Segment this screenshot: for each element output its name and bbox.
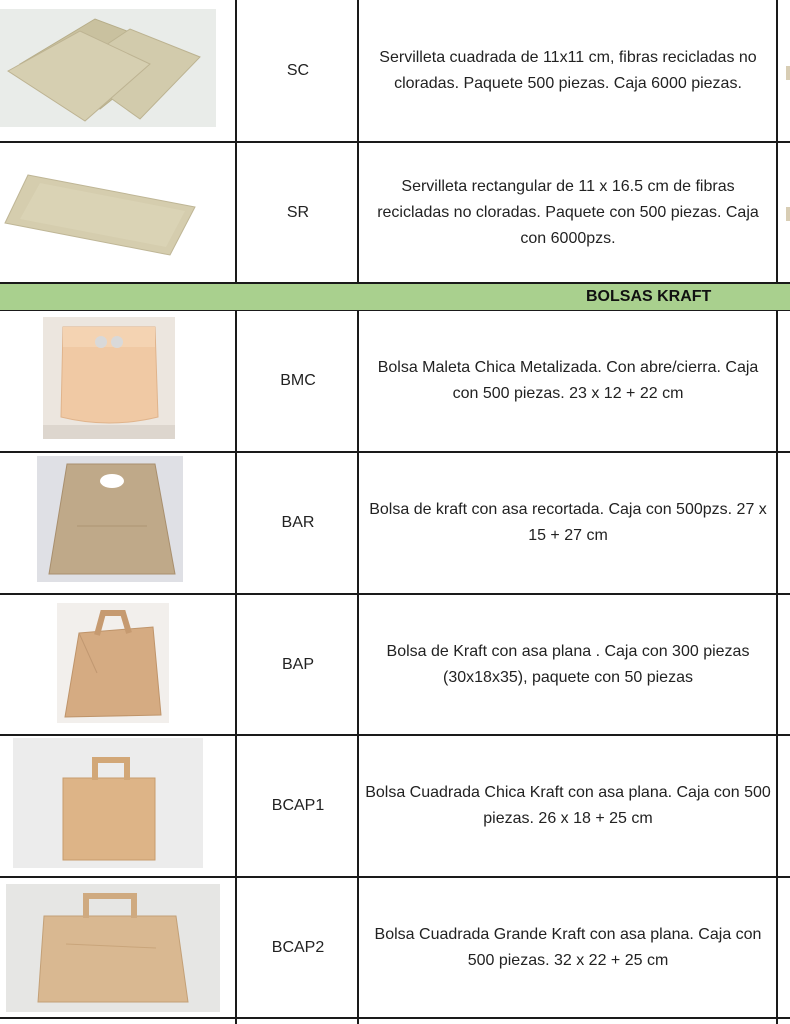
product-description: Bolsa de kraft con asa recortada. Caja con 500pzs. 27 x 15 + 27 cm bbox=[369, 501, 767, 544]
product-description: Bolsa de Kraft con asa plana . Caja con 300 piezas (30x18x35), paquete con 50 piezas bbox=[386, 642, 750, 686]
product-description: Bolsa Maleta Chica Metalizada. Con abre/cierra. Caja con 500 piezas. 23 x 12 + 22 cm bbox=[377, 359, 759, 402]
cut-off-cell-marker bbox=[786, 66, 790, 80]
section-title: BOLSAS KRAFT bbox=[586, 288, 712, 305]
product-image-bar bbox=[37, 456, 183, 582]
product-code: BCAP1 bbox=[271, 797, 325, 814]
product-description: Servilleta cuadrada de 11x11 cm, fibras recicladas no cloradas. Paquete 500 piezas. Caja 6000 piezas. bbox=[379, 48, 757, 92]
product-description: Servilleta rectangular de 11 x 16.5 cm de fibras recicladas no cloradas. Paquete con 500 piezas. Caja con 6000pzs. bbox=[377, 177, 759, 247]
table-border-right bbox=[776, 310, 778, 1024]
table-border-left bbox=[235, 310, 237, 1024]
row-divider bbox=[0, 1017, 790, 1019]
product-image-bcap1 bbox=[13, 738, 203, 868]
product-image-sc bbox=[0, 9, 216, 127]
product-code: SR bbox=[286, 203, 310, 221]
product-code: BAP bbox=[281, 655, 314, 673]
product-image-bap bbox=[57, 603, 169, 723]
product-description: Bolsa Cuadrada Grande Kraft con asa plana. Caja con 500 piezas. 32 x 22 + 25 cm bbox=[374, 925, 762, 969]
product-code: BMC bbox=[280, 372, 316, 389]
product-image-bcap2 bbox=[6, 884, 220, 1012]
product-code: SC bbox=[286, 61, 310, 79]
product-code: BCAP2 bbox=[271, 938, 325, 956]
cut-off-cell-marker bbox=[786, 207, 790, 221]
product-description: Bolsa Cuadrada Chica Kraft con asa plana. Caja con 500 piezas. 26 x 18 + 25 cm bbox=[365, 784, 771, 827]
product-code: BAR bbox=[281, 514, 315, 531]
product-image-sr bbox=[0, 155, 200, 263]
product-image-bmc bbox=[43, 317, 175, 439]
